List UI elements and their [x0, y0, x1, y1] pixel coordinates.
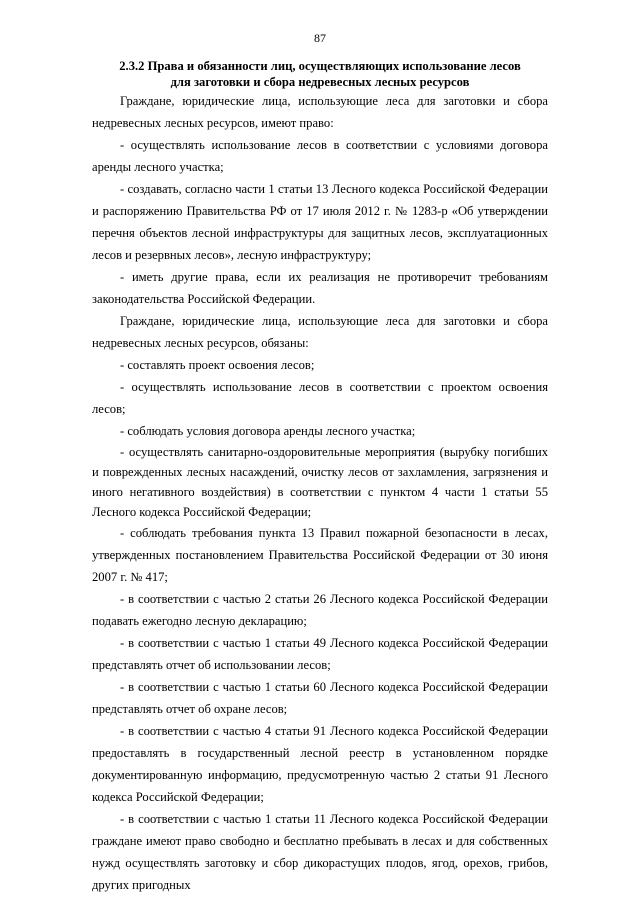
- paragraph-rights-intro: Граждане, юридические лица, использующие леса для заготовки и сбора недревесных лесных ресурсов, имеют право:: [92, 94, 548, 130]
- list-item-obligation-registry: - в соответствии с частью 4 статьи 91 Лесного кодекса Российской Федерации предоставлять в государственный лесной реестр в установленном порядке документированную информацию, предусмотренную частью 2 статьи 91 Лесного кодекса Российской Федерации;: [92, 724, 548, 804]
- document-body: [92, 90, 548, 896]
- list-item-obligation-fire-safety: - соблюдать требования пункта 13 Правил пожарной безопасности в лесах, утвержденных постановлением Правительства Российской Федерации от 30 июня 2007 г. № 417;: [92, 526, 548, 584]
- list-item-obligation-lease-terms: - соблюдать условия договора аренды лесного участка;: [120, 424, 416, 438]
- list-item-obligation-use-report: - в соответствии с частью 1 статьи 49 Лесного кодекса Российской Федерации представлять отчет об использовании лесов;: [92, 636, 548, 672]
- section-heading: [92, 58, 548, 90]
- section-heading-line-1: 2.3.2 Права и обязанности лиц, осуществляющих использование лесов: [119, 59, 521, 73]
- list-item-right-infrastructure: - создавать, согласно части 1 статьи 13 Лесного кодекса Российской Федерации и распоряжению Правительства РФ от 17 июля 2012 г. № 1283-р «Об утверждении перечня объектов лесной инфраструктуры для защитных лесов, эксплуатационных лесов и резервных лесов», лесную инфраструктуру;: [92, 182, 548, 262]
- list-item-obligation-project: - составлять проект освоения лесов;: [120, 358, 315, 372]
- section-heading-line-2: для заготовки и сбора недревесных лесных ресурсов: [170, 75, 470, 89]
- list-item-right-other: - иметь другие права, если их реализация не противоречит требованиям законодательства Российской Федерации.: [92, 270, 548, 306]
- list-item-obligation-use: - осуществлять использование лесов в соответствии с проектом освоения лесов;: [92, 380, 548, 416]
- list-item-citizens-right: - в соответствии с частью 1 статьи 11 Лесного кодекса Российской Федерации граждане имеют право свободно и бесплатно пребывать в лесах и для собственных нужд осуществлять заготовку и сбор дикорастущих плодов, ягод, орехов, грибов, других пригодных: [92, 812, 548, 892]
- list-item-obligation-protection-report: - в соответствии с частью 1 статьи 60 Лесного кодекса Российской Федерации представлять отчет об охране лесов;: [92, 680, 548, 716]
- page-number: 87: [314, 31, 326, 45]
- paragraph-obligations-intro: Граждане, юридические лица, использующие леса для заготовки и сбора недревесных лесных ресурсов, обязаны:: [92, 314, 548, 350]
- list-item-obligation-sanitary: - осуществлять санитарно-оздоровительные мероприятия (вырубку погибших и поврежденных лесных насаждений, очистку лесов от захламления, загрязнения и иного негативного воздействия) в соответствии с пунктом 4 части 1 статьи 55 Лесного кодекса Российской Федерации;: [92, 445, 548, 519]
- list-item-right-lease: - осуществлять использование лесов в соответствии с условиями договора аренды лесного участка;: [92, 138, 548, 174]
- list-item-obligation-declaration: - в соответствии с частью 2 статьи 26 Лесного кодекса Российской Федерации подавать ежегодно лесную декларацию;: [92, 592, 548, 628]
